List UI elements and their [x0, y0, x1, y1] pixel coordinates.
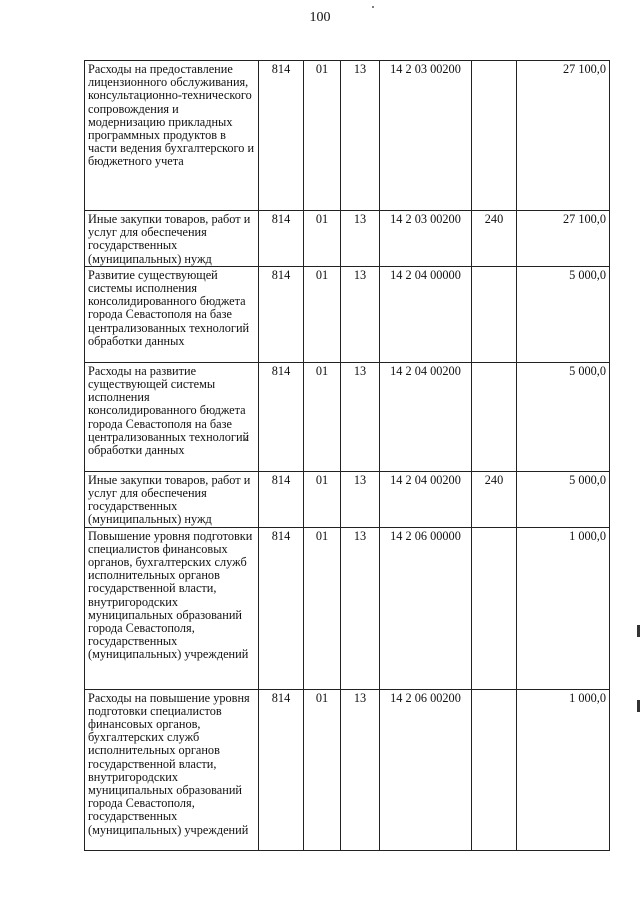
- amount-cell: 1 000,0: [517, 527, 610, 689]
- amount-cell: 1 000,0: [517, 689, 610, 850]
- section-cell: 01: [304, 61, 341, 211]
- section-cell: 01: [304, 362, 341, 471]
- expense-type-cell: 240: [472, 471, 517, 527]
- expense-name-cell: Повышение уровня подготовки специалистов финансовых органов, бухгалтерских служб исполнительных органов государственной власти, внутригородских муниципальных образований города Севастополя, государственных (муниципальных) учреждений: [85, 527, 259, 689]
- department-code-cell: 814: [259, 689, 304, 850]
- subsection-cell: 13: [341, 266, 380, 362]
- amount-cell: 5 000,0: [517, 362, 610, 471]
- amount-cell: 27 100,0: [517, 211, 610, 267]
- expense-type-cell: [472, 689, 517, 850]
- expense-name-cell: Иные закупки товаров, работ и услуг для обеспечения государственных (муниципальных) нужд: [85, 471, 259, 527]
- subsection-cell: 13: [341, 61, 380, 211]
- expense-type-cell: [472, 527, 517, 689]
- target-article-cell: 14 2 03 00200: [380, 61, 472, 211]
- budget-table: [84, 60, 610, 851]
- department-code-cell: 814: [259, 211, 304, 267]
- department-code-cell: 814: [259, 471, 304, 527]
- target-article-cell: 14 2 04 00200: [380, 362, 472, 471]
- target-article-cell: 14 2 04 00200: [380, 471, 472, 527]
- expense-type-cell: [472, 362, 517, 471]
- table-row: [85, 362, 610, 471]
- scan-speck: [372, 6, 374, 8]
- amount-cell: 5 000,0: [517, 266, 610, 362]
- subsection-cell: 13: [341, 471, 380, 527]
- expense-name-cell: Расходы на предоставление лицензионного обслуживания, консультационно-технического сопровождения и модернизацию прикладных программных продуктов в части ведения бухгалтерского и бюджетного учета: [85, 61, 259, 211]
- expense-type-cell: 240: [472, 211, 517, 267]
- department-code-cell: 814: [259, 61, 304, 211]
- section-cell: 01: [304, 527, 341, 689]
- table-row: [85, 471, 610, 527]
- section-cell: 01: [304, 689, 341, 850]
- expense-name-cell: Расходы на развитие существующей системы исполнения консолидированного бюджета города Севастополя на базе централизованных технологий обработки данных: [85, 362, 259, 471]
- expense-name-cell: Расходы на повышение уровня подготовки специалистов финансовых органов, бухгалтерских служб исполнительных органов государственной власти, внутригородских муниципальных образований города Севастополя, государственных (муниципальных) учреждений: [85, 689, 259, 850]
- expense-name-cell: Развитие существующей системы исполнения консолидированного бюджета города Севастополя на базе централизованных технологий обработки данных: [85, 266, 259, 362]
- section-cell: 01: [304, 211, 341, 267]
- target-article-cell: 14 2 06 00200: [380, 689, 472, 850]
- expense-type-cell: [472, 266, 517, 362]
- expense-type-cell: [472, 61, 517, 211]
- department-code-cell: 814: [259, 527, 304, 689]
- department-code-cell: 814: [259, 362, 304, 471]
- target-article-cell: 14 2 03 00200: [380, 211, 472, 267]
- subsection-cell: 13: [341, 362, 380, 471]
- target-article-cell: 14 2 06 00000: [380, 527, 472, 689]
- table-row: [85, 527, 610, 689]
- department-code-cell: 814: [259, 266, 304, 362]
- page-number: 100: [309, 10, 331, 25]
- table-row: [85, 211, 610, 267]
- target-article-cell: 14 2 04 00000: [380, 266, 472, 362]
- table-row: [85, 61, 610, 211]
- subsection-cell: 13: [341, 211, 380, 267]
- table-row: [85, 266, 610, 362]
- table-row: [85, 689, 610, 850]
- expense-name-cell: Иные закупки товаров, работ и услуг для обеспечения государственных (муниципальных) нужд: [85, 211, 259, 267]
- subsection-cell: 13: [341, 527, 380, 689]
- amount-cell: 27 100,0: [517, 61, 610, 211]
- section-cell: 01: [304, 266, 341, 362]
- section-cell: 01: [304, 471, 341, 527]
- amount-cell: 5 000,0: [517, 471, 610, 527]
- subsection-cell: 13: [341, 689, 380, 850]
